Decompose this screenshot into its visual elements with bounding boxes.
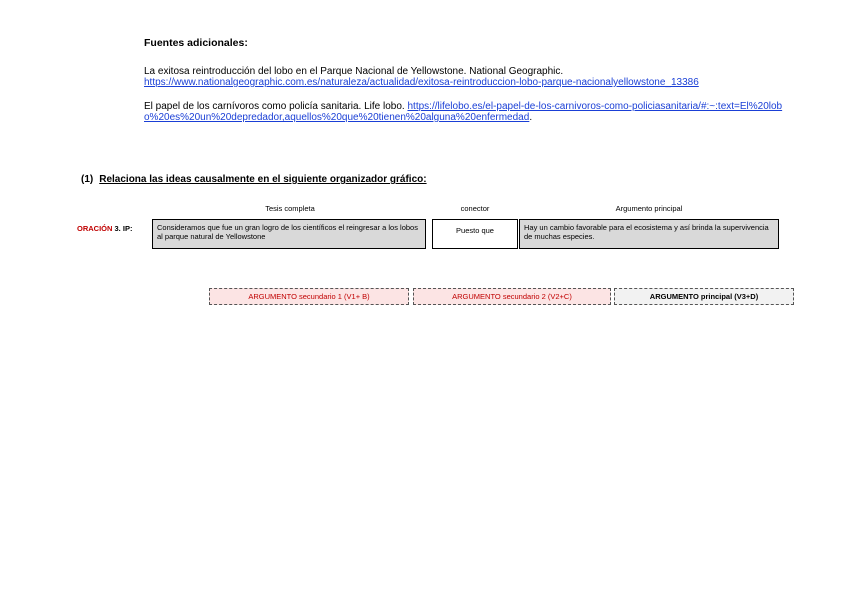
row-label <box>77 224 132 233</box>
connector-cell[interactable]: Puesto que <box>432 219 518 249</box>
source-item-2 <box>144 101 784 123</box>
question-text: Relaciona las ideas causalmente en el siguiente organizador gráfico: <box>99 174 427 185</box>
source-2-end: . <box>529 112 533 123</box>
header-main-argument: Argumento principal <box>615 204 683 213</box>
secondary-argument-1-box[interactable]: ARGUMENTO secundario 1 (V1+ B) <box>209 288 409 305</box>
secondary-argument-2-box[interactable]: ARGUMENTO secundario 2 (V2+C) <box>413 288 611 305</box>
thesis-cell[interactable]: Consideramos que fue un gran logro de los científicos el reingresar a los lobos al parque natural de Yellowstone <box>152 219 426 249</box>
main-argument-box[interactable]: ARGUMENTO principal (V3+D) <box>614 288 794 305</box>
question-prompt <box>81 174 427 185</box>
header-connector: conector <box>460 204 490 213</box>
header-thesis: Tesis completa <box>265 204 315 213</box>
source-2-link[interactable]: https://lifelobo.es/el-papel-de-los-carnivoros-como-policiasanitaria/#:~:text=El%20lobo%20es%20un%20depredador,aquellos%20que%20tienen%20alguna%20enfermedad <box>144 101 783 123</box>
source-item-1 <box>144 66 784 88</box>
source-1-link[interactable]: https://www.nationalgeographic.com.es/naturaleza/actualidad/exitosa-reintroduccion-lobo-parque-nacionalyellowstone_13386 <box>144 77 699 88</box>
question-number: (1) <box>81 174 94 185</box>
source-2-text: El papel de los carnívoros como policía sanitaria. Life lobo. <box>144 101 405 112</box>
sources-heading: Fuentes adicionales: <box>144 37 248 49</box>
main-argument-cell[interactable]: Hay un cambio favorable para el ecosistema y así brinda la supervivencia de muchas especies. <box>519 219 779 249</box>
row-label-ip: 3. IP: <box>114 224 133 233</box>
row-label-sentence: ORACIÓN <box>77 224 113 233</box>
source-1-text: La exitosa reintroducción del lobo en el Parque Nacional de Yellowstone. National Geographic. <box>144 66 564 77</box>
